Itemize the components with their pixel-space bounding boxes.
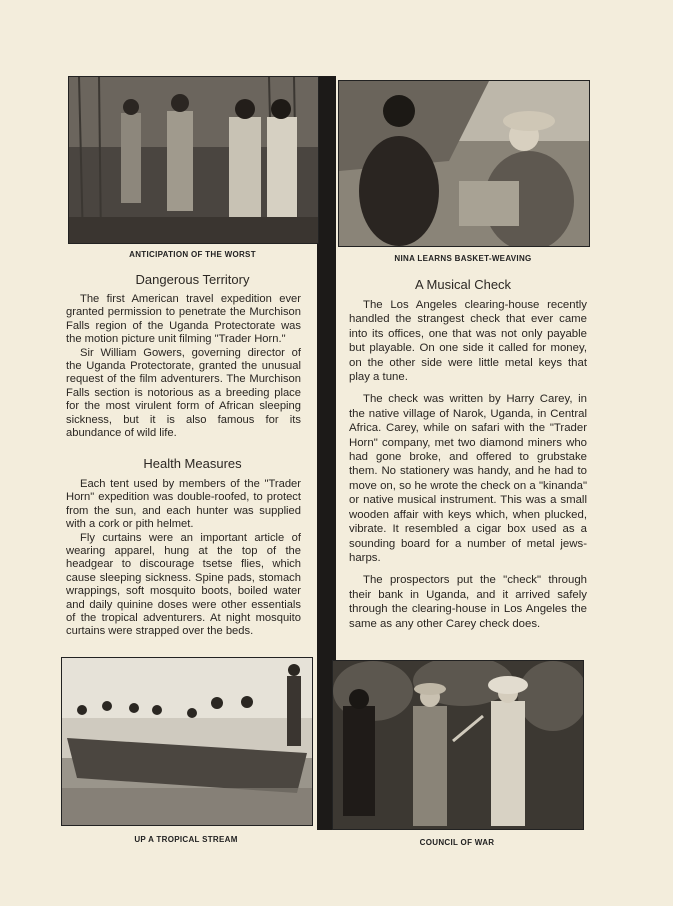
caption-bottom-right: COUNCIL OF WAR (419, 838, 495, 847)
photo-council-of-war (332, 660, 584, 830)
heading-a-musical-check: A Musical Check (414, 277, 512, 292)
left-column-text-1 (66, 293, 301, 440)
paragraph: Fly curtains were an important article of wearing apparel, hung at the top of the headgear to discourage tsetse flies, which cause sleeping sickness. Spine pads, stomach wrappings, soft mosquito boots, boiled water and daily quinine doses were other essentials of the tropical adventurers. At night mosquito curtains were strapped over the beds. (66, 531, 301, 638)
paragraph: Sir William Gowers, governing director of the Uganda Protectorate, granted the unusual request of the film adventurers. The Murchison Falls section is notorious as a breeding place for the most virulent form of African sleeping sickness, but it is also famous for its abundance of wild life. (66, 346, 301, 440)
right-column-text (349, 298, 587, 631)
left-column-text-2 (66, 478, 301, 639)
caption-bottom-left: UP A TROPICAL STREAM (134, 835, 238, 844)
caption-top-right: NINA LEARNS BASKET-WEAVING (394, 254, 532, 263)
photo-anticipation-of-the-worst (68, 76, 319, 244)
paragraph: Each tent used by members of the "Trader Horn" expedition was double-roofed, to protect from the sun, and each hunter was supplied with a cork or pith helmet. (66, 478, 301, 531)
paragraph: The check was written by Harry Carey, in the native village of Narok, Uganda, in Central Africa. Carey, while on safari with the "Trader Horn" company, met two diamond miners who had gone broke, and offered to grubstake them. No stationery was handy, and he had to move on, so he wrote the check on a "kinanda" or native musical instrument. This was a small wooden affair with keys which, when plucked, vibrate. It resembled a cigar box used as a sounding board for a number of metal jews-harps. (349, 393, 587, 564)
photo-up-a-tropical-stream (61, 657, 313, 826)
paragraph: The Los Angeles clearing-house recently handled the strangest check that ever came into its offices, one that was not only payable but playable. On one side it called for money, on the other side were little metal keys that play a tune. (349, 299, 587, 384)
caption-top-left: ANTICIPATION OF THE WORST (129, 250, 256, 259)
paragraph: The first American travel expedition ever granted permission to penetrate the Murchison Falls region of the Uganda Protectorate was the motion picture unit filming "Trader Horn." (66, 293, 301, 346)
heading-health-measures: Health Measures (143, 456, 242, 471)
photo-nina-learns-basket-weaving (338, 80, 590, 247)
paragraph: The prospectors put the "check" through their bank in Uganda, and it arrived safely through the clearing-house in Los Angeles the same as any other Carey check does. (349, 574, 587, 630)
heading-dangerous-territory: Dangerous Territory (135, 272, 250, 287)
